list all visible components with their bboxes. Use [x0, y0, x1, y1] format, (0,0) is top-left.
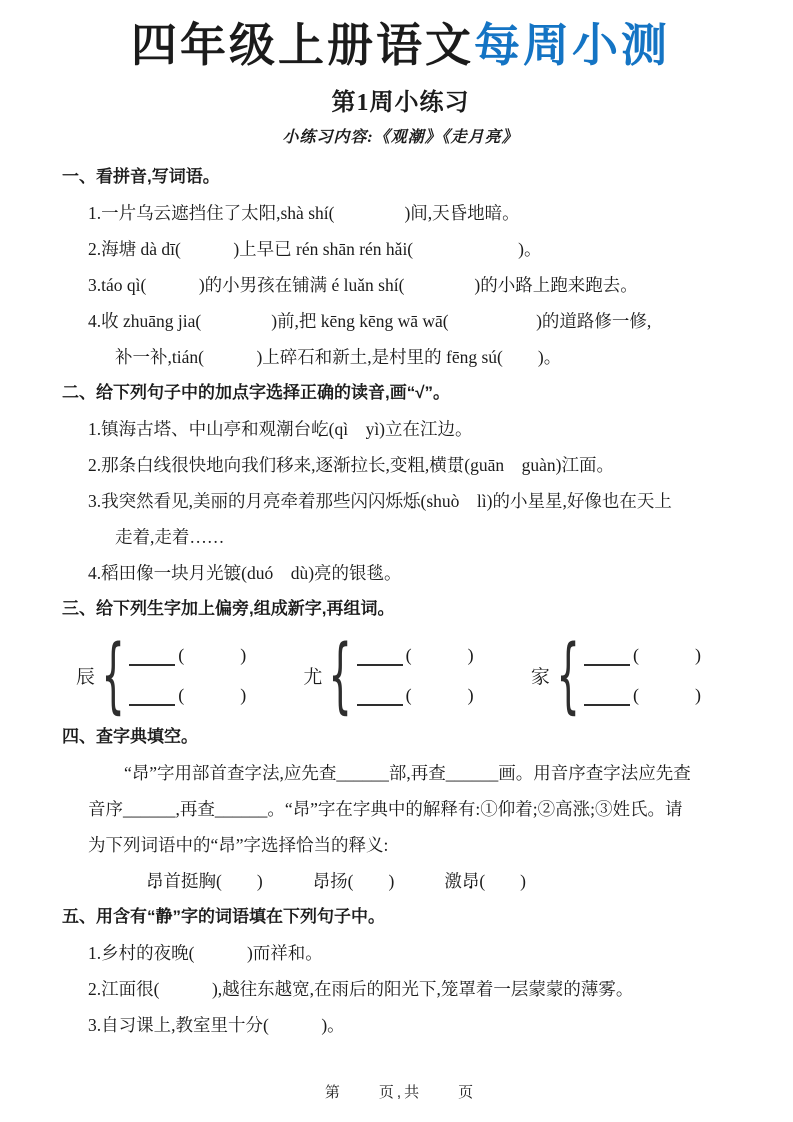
s1-question-4-line1: 4.收 zhuāng jia( )前,把 kēng kēng wā wā( )的道路修一修,: [88, 310, 652, 331]
answer-blank-line: [584, 647, 630, 666]
paren-close: ): [467, 645, 474, 666]
s5-question-1: 1.乡村的夜晚( )而祥和。: [88, 942, 323, 963]
word-angshoutingxiong: 昂首挺胸( ): [146, 870, 263, 891]
emphasis-dotted-char: 昂: [146, 870, 164, 891]
paren-close: ): [695, 684, 701, 705]
section-jing-words: [62, 899, 739, 1043]
emphasis-dotted-char: 屹: [311, 418, 329, 439]
brace-icon: {: [556, 627, 580, 723]
answer-rows: [584, 646, 701, 706]
section-three-heading: 三、给下列生字加上偏旁,组成新字,再组词。: [62, 598, 395, 618]
paren-close: ): [240, 684, 247, 705]
answer-row: [584, 646, 701, 666]
answer-blank-line: [357, 647, 403, 666]
s2-question-3-line2: 走着,走着……: [115, 526, 225, 547]
base-character: 尤: [303, 667, 323, 689]
emphasis-dotted-char: 昂: [312, 870, 331, 891]
base-character: 辰: [76, 667, 96, 689]
paren-close: ): [240, 645, 247, 666]
title-highlight: 每周小测: [474, 20, 670, 71]
section-two-heading: 二、给下列句子中的加点字选择正确的读音,画“√”。: [62, 382, 451, 402]
section-four-heading: 四、查字典填空。: [62, 726, 198, 746]
s4-paragraph-line1: “昂”字用部首查字法,应先查______部,再查______画。用音序查字法应先查: [124, 762, 691, 783]
paren-open: (: [178, 684, 185, 705]
s2-question-2: 2.那条白线很快地向我们移来,逐渐拉长,变粗,横贯(guān guàn)江面。: [88, 454, 614, 475]
answer-row: [129, 686, 246, 706]
page-title: [62, 20, 739, 73]
s5-question-2: 2.江面很( ),越往东越宽,在雨后的阳光下,笼罩着一层蒙蒙的薄雾。: [88, 978, 634, 999]
section-radicals: [62, 591, 739, 723]
page-footer: 第 页,共 页: [324, 1084, 477, 1101]
answer-blank-line: [584, 687, 630, 706]
paren-close: ): [695, 645, 701, 666]
answer-blank-line: [357, 687, 403, 706]
answer-rows: [357, 646, 474, 706]
answer-row: [357, 686, 474, 706]
paren-open: (: [405, 684, 412, 705]
answer-row: [584, 686, 701, 706]
word-jiang: 激昂( ): [444, 870, 526, 891]
s1-question-3: 3.táo qì( )的小男孩在铺满 é luǎn shí( )的小路上跑来跑去。: [88, 274, 638, 295]
s1-question-4-line2: 补一补,tián( )上碎石和新土,是村里的 fēng sú( )。: [115, 346, 562, 367]
emphasis-dotted-char: 昂: [461, 870, 480, 891]
brace-group-chen: [76, 627, 247, 723]
week-subtitle: 第1周小练习: [331, 89, 470, 116]
brace-groups-row: [62, 627, 739, 723]
s2-question-3-line1: 3.我突然看见,美丽的月亮牵着那些闪闪烁烁(shuò lì)的小星星,好像也在天上: [88, 490, 672, 511]
paren-open: (: [633, 684, 639, 705]
word-angyang: 昂扬( ): [312, 870, 395, 891]
paren-open: (: [405, 645, 412, 666]
scope-note: 小练习内容:《观潮》《走月亮》: [282, 128, 519, 146]
s1-question-1: 1.一片乌云遮挡住了太阳,shà shí( )间,天昏地暗。: [88, 202, 520, 223]
section-five-heading: 五、用含有“静”字的词语填在下列句子中。: [62, 906, 385, 926]
s2-question-1: 1.镇海古塔、中山亭和观潮台屹(qì yì)立在江边。: [88, 418, 473, 439]
paren-open: (: [178, 645, 185, 666]
section-one-heading: 一、看拼音,写词语。: [62, 166, 220, 186]
section-pronunciation: [62, 375, 739, 591]
worksheet-body: [62, 159, 739, 1043]
answer-blank-line: [129, 687, 175, 706]
brace-group-you: [303, 627, 474, 723]
paren-open: (: [633, 645, 639, 666]
section-pinyin: [62, 159, 739, 375]
s2-question-4: 4.稻田像一块月光镀(duó dù)亮的银毯。: [88, 562, 402, 583]
brace-icon: {: [101, 627, 125, 723]
s1-question-2: 2.海塘 dà dī( )上早已 rén shān rén hǎi( )。: [88, 238, 542, 259]
s5-question-3: 3.自习课上,教室里十分( )。: [88, 1014, 345, 1035]
s4-paragraph-line2: 音序______,再查______。“昂”字在字典中的解释有:①仰着;②高涨;③姓氏。请: [88, 798, 683, 819]
s4-paragraph-line3: 为下列词语中的“昂”字选择恰当的释义:: [88, 834, 389, 855]
base-character: 家: [530, 667, 550, 689]
emphasis-dotted-char: 镀: [223, 562, 242, 583]
paren-close: ): [467, 684, 474, 705]
section-dictionary: [62, 719, 739, 899]
answer-row: [357, 646, 474, 666]
title-main-text: 四年级上册语文: [131, 20, 474, 71]
emphasis-dotted-char: 烁: [403, 490, 421, 511]
answer-rows: [129, 646, 246, 706]
answer-row: [129, 646, 246, 666]
s4-word-choices: [62, 863, 739, 899]
brace-icon: {: [328, 627, 353, 723]
brace-group-jia: [530, 627, 701, 723]
emphasis-dotted-char: 贯: [446, 454, 465, 475]
answer-blank-line: [129, 647, 175, 666]
